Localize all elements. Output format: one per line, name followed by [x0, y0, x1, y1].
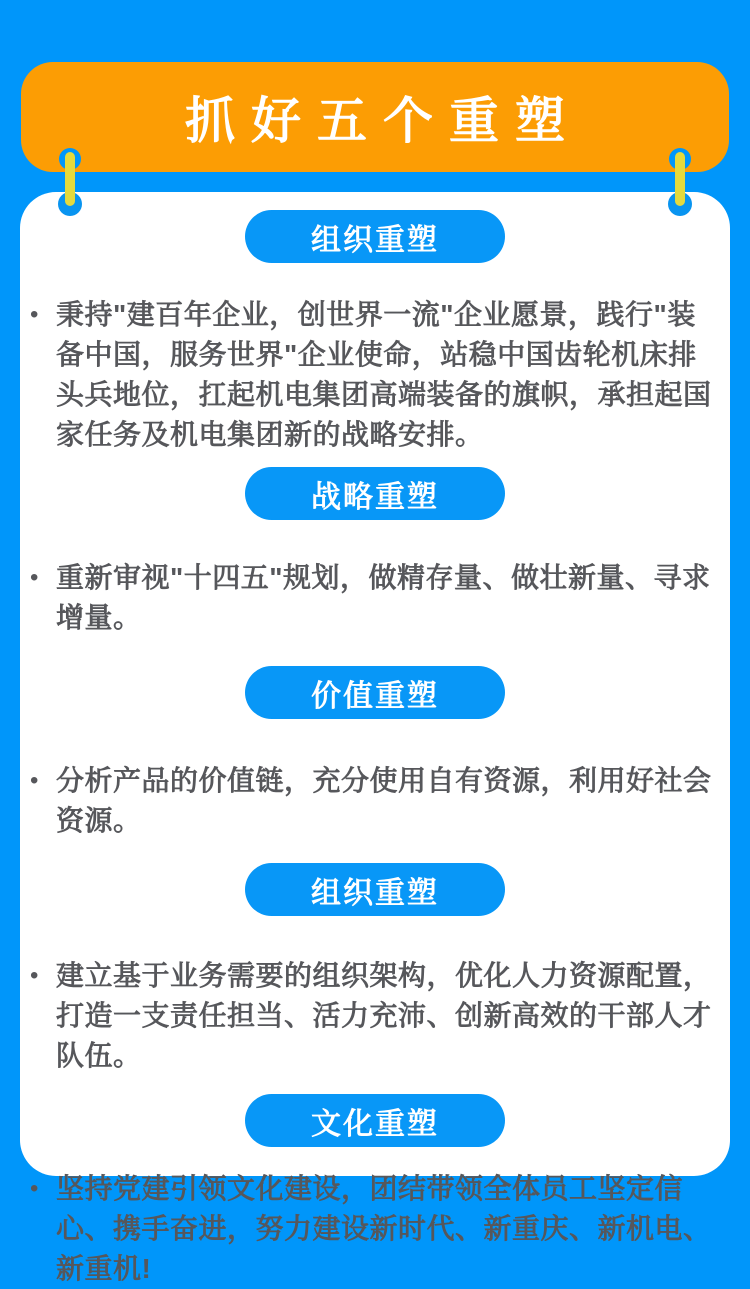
bullet-text: 重新审视"十四五"规划，做精存量、做壮新量、寻求增量。 — [56, 562, 711, 633]
bullet-text: 坚持党建引领文化建设，团结带领全体员工坚定信心、携手奋进，努力建设新时代、新重庆、新机电、新重机! — [56, 1173, 712, 1284]
section-badge-label: 组织重塑 — [311, 223, 439, 257]
bullet-dot: • — [30, 301, 39, 328]
content-card — [20, 192, 730, 1284]
section-badge-label: 价值重塑 — [311, 679, 439, 713]
pin-left — [58, 148, 82, 218]
bullet-dot: • — [30, 564, 39, 591]
bullet-text: 建立基于业务需要的组织架构，优化人力资源配置，打造一支责任担当、活力充沛、创新高效的干部人才队伍。 — [56, 960, 712, 1071]
bullet-text: 分析产品的价值链，充分使用自有资源，利用好社会资源。 — [56, 765, 712, 836]
bullet-dot: • — [30, 767, 39, 794]
section-badge-label: 战略重塑 — [311, 480, 439, 514]
bullet-dot: • — [30, 962, 39, 989]
header-banner — [21, 62, 729, 172]
bullet-item — [26, 295, 724, 455]
pin-bar-icon — [65, 152, 75, 206]
bullet-item — [26, 761, 724, 841]
section-badge-organization-2 — [245, 863, 505, 916]
section-badge-value — [245, 666, 505, 719]
pin-right — [668, 148, 692, 218]
bullet-dot: • — [30, 1175, 39, 1202]
section-badge-culture — [245, 1094, 505, 1147]
page-title: 抓好五个重塑 — [185, 93, 581, 149]
bullet-item — [26, 558, 724, 638]
section-badge-label: 文化重塑 — [311, 1107, 439, 1141]
pin-bar-icon — [675, 152, 685, 206]
bullet-item — [26, 1169, 724, 1289]
section-badge-strategy — [245, 467, 505, 520]
section-badge-organization-1 — [245, 210, 505, 263]
bullet-item — [26, 956, 724, 1076]
bullet-text: 秉持"建百年企业，创世界一流"企业愿景，践行"装备中国，服务世界"企业使命，站稳中国齿轮机床排头兵地位，扛起机电集团高端装备的旗帜，承担起国家任务及机电集团新的战略安排。 — [56, 299, 712, 450]
section-badge-label: 组织重塑 — [311, 876, 439, 910]
